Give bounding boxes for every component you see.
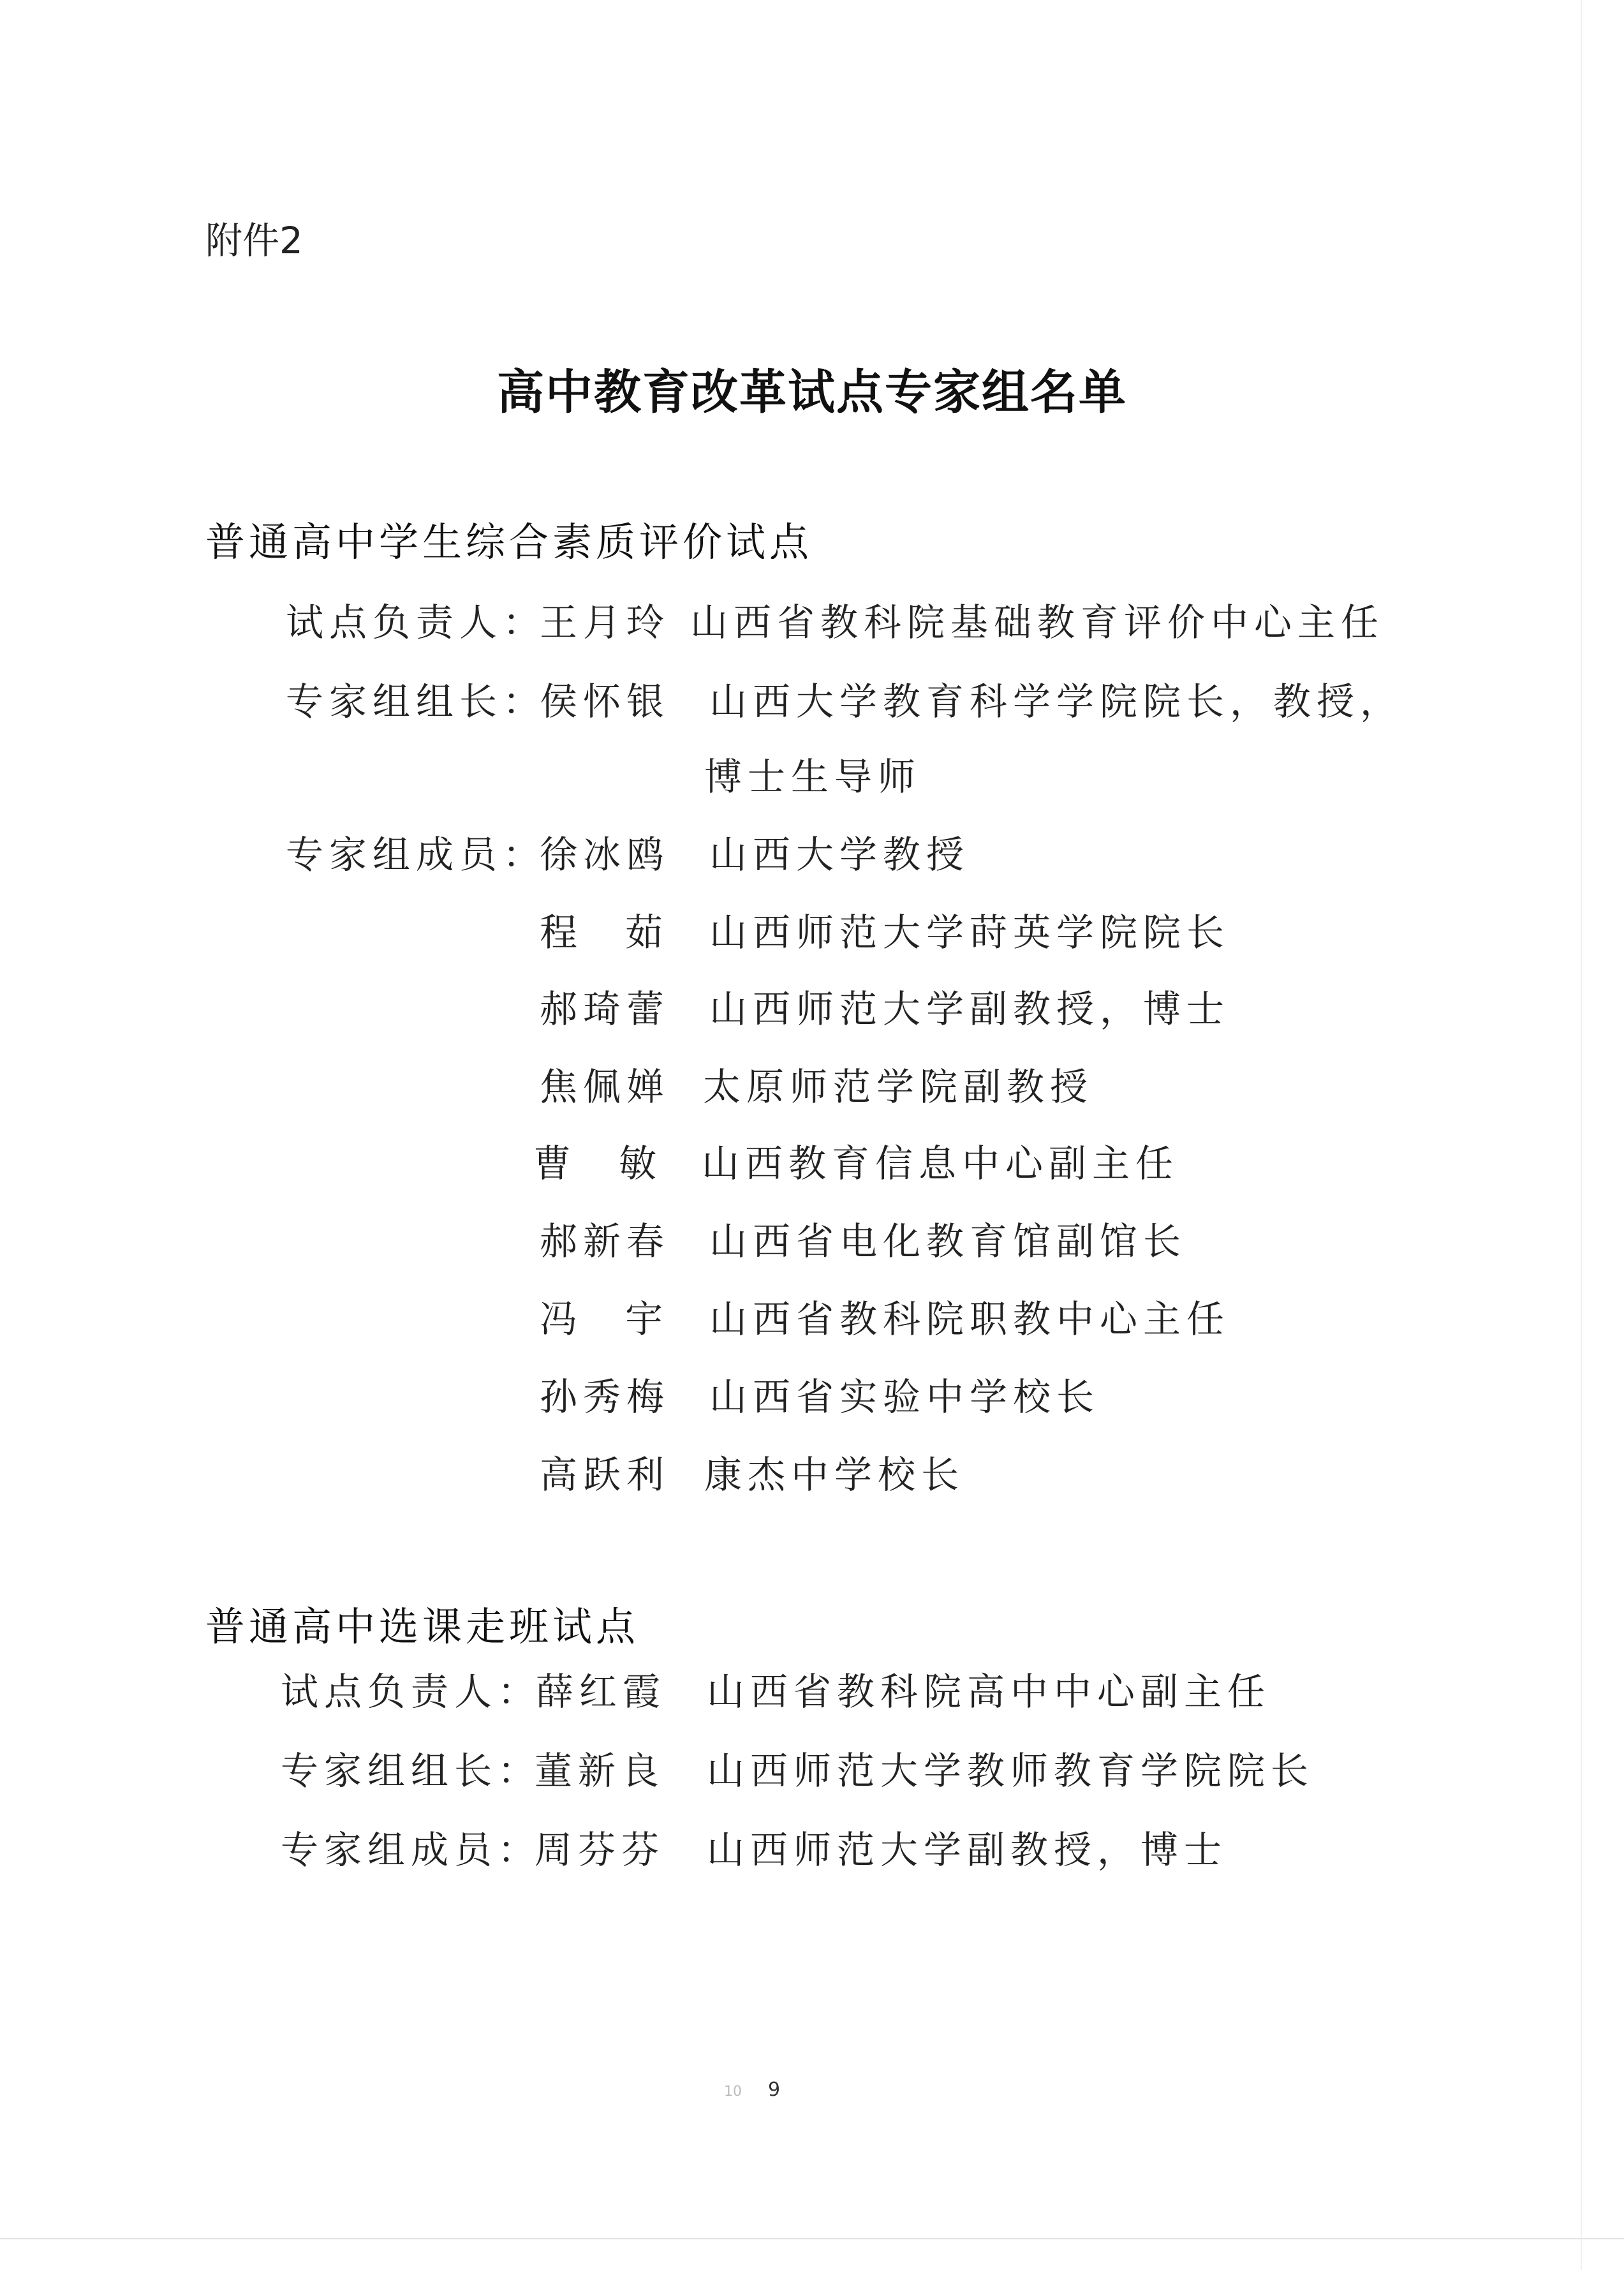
member-name: 曹 敏: [533, 1141, 662, 1185]
member-name: 冯 宇: [540, 1297, 668, 1341]
role-group-head: 专家组组长：: [286, 679, 547, 723]
member-title: 山西师范大学副教授，博士: [709, 987, 1230, 1031]
head-title-continued: 博士生导师: [704, 755, 922, 799]
role-group-head: 专家组组长：: [281, 1749, 542, 1793]
head-title: 山西大学教育科学学院院长，教授，: [709, 679, 1404, 723]
leader-name: 王月玲: [540, 600, 670, 644]
member-title: 太原师范学院副教授: [703, 1065, 1094, 1109]
head-name: 董新良: [535, 1749, 665, 1793]
scan-edge-horizontal: [0, 2238, 1624, 2239]
member-name: 程 茹: [540, 910, 668, 954]
member-title: 康杰中学校长: [704, 1453, 965, 1497]
role-group-members: 专家组成员：: [281, 1828, 542, 1872]
head-name: 侯怀银: [540, 679, 670, 723]
member-title: 山西师范大学莳英学院院长: [709, 910, 1230, 954]
page-title: 高中教育改革试点专家组名单: [497, 365, 1127, 420]
member-name: 郝琦蕾: [540, 987, 670, 1031]
member-title: 山西省实验中学校长: [709, 1375, 1100, 1419]
member-name: 孙秀梅: [540, 1375, 670, 1419]
member-name: 焦佩婵: [540, 1065, 670, 1109]
role-group-members: 专家组成员：: [286, 833, 547, 877]
scan-edge-vertical: [1581, 0, 1582, 2270]
head-title: 山西师范大学教师教育学院院长: [707, 1749, 1315, 1793]
member-title: 山西省教科院职教中心主任: [709, 1297, 1230, 1341]
role-pilot-leader: 试点负责人：: [286, 600, 547, 644]
role-pilot-leader: 试点负责人：: [281, 1670, 542, 1714]
member-title: 山西教育信息中心副主任: [702, 1141, 1179, 1185]
section-heading-course-selection: 普通高中选课走班试点: [205, 1603, 640, 1650]
attachment-label: 附件2: [205, 219, 303, 262]
member-name: 徐冰鸥: [540, 833, 670, 877]
member-title: 山西省电化教育馆副馆长: [709, 1219, 1187, 1263]
faint-page-number: 10: [724, 2084, 742, 2100]
member-title: 山西大学教授: [709, 833, 970, 877]
page-number: 9: [768, 2079, 781, 2101]
leader-title: 山西省教科院高中中心副主任: [707, 1670, 1271, 1714]
member-name: 郝新春: [540, 1219, 670, 1263]
member-name: 周芬芬: [535, 1828, 665, 1872]
leader-name: 薛红霞: [536, 1670, 667, 1714]
leader-title: 山西省教科院基础教育评价中心主任: [690, 600, 1385, 644]
member-title: 山西师范大学副教授，博士: [707, 1828, 1228, 1872]
section-heading-evaluation: 普通高中学生综合素质评价试点: [205, 519, 813, 565]
member-name: 高跃利: [540, 1453, 670, 1497]
